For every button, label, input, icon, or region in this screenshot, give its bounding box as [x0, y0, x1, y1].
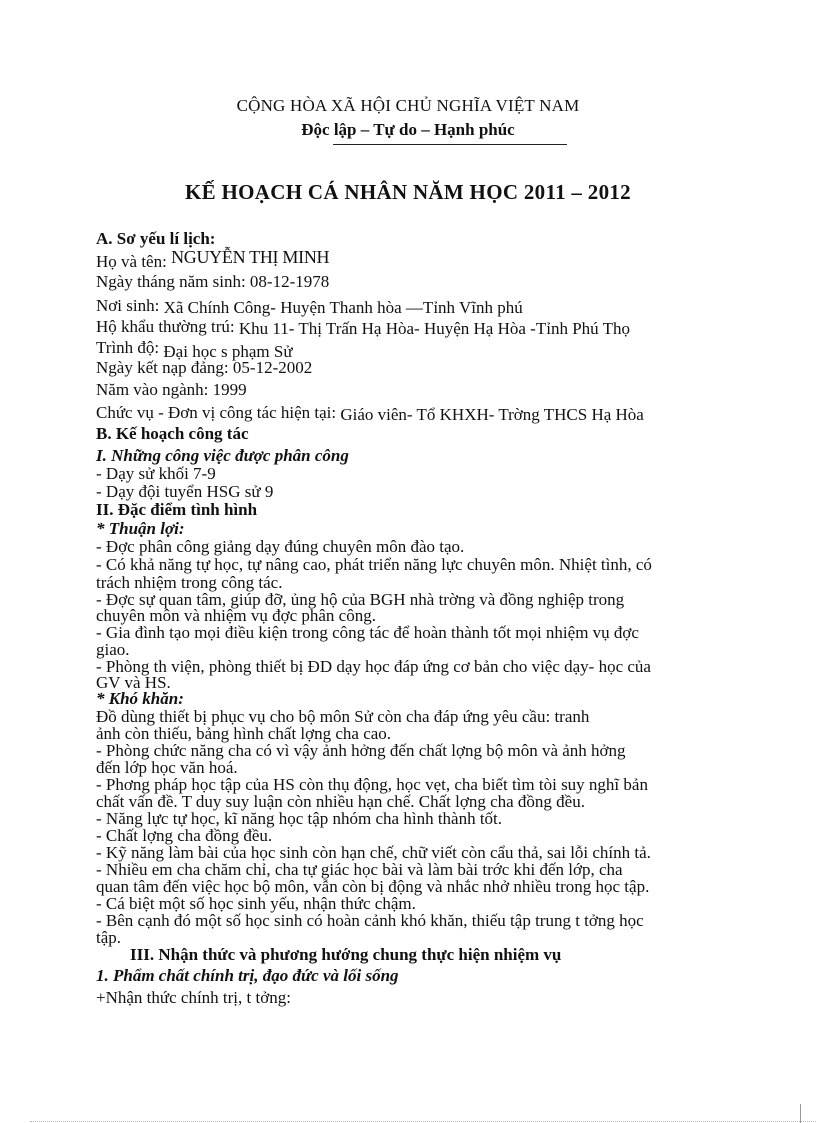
name-row [96, 247, 330, 272]
advantages-heading: * Thuận lợi: [96, 519, 185, 538]
advantage-line: - Gia đình tạo mọi điều kiện trong công tác để hoàn thành tốt mọi nhiệm vụ đợc [96, 623, 639, 642]
part3-heading: III. Nhận thức và phương hướng chung thực hiện nhiệm vụ [130, 945, 562, 964]
difficulty-line: ảnh còn thiếu, bảng hình chất lợng cha cao. [96, 724, 392, 743]
difficulty-line: - Phơng pháp học tập của HS còn thụ động, học vẹt, cha biết tìm tòi suy nghĩ bản [96, 775, 648, 794]
advantage-line: trách nhiệm trong công tác. [96, 573, 283, 592]
part3-line: +Nhận thức chính trị, t tởng: [96, 988, 291, 1007]
section-a-heading: A. Sơ yếu lí lịch: [96, 229, 216, 248]
birthplace-value: Xã Chính Công- Huyện Thanh hòa —Tỉnh Vĩnh phú [163, 298, 523, 317]
advantage-line: - Phòng th viện, phòng thiết bị ĐD dạy học đáp ứng cơ bản cho việc dạy- học của [96, 657, 651, 676]
difficulty-line: chất vấn đề. T duy suy luận còn nhiều hạn chế. Chất lợng cha đồng đều. [96, 792, 585, 811]
motto: Độc lập – Tự do – Hạnh phúc [301, 120, 515, 139]
difficulty-line: đến lớp học văn hoá. [96, 758, 238, 777]
part1-item: - Dạy sử khối 7-9 [96, 464, 216, 483]
position-row [96, 403, 644, 423]
advantage-line: - Có khả năng tự học, tự nâng cao, phát triển năng lực chuyên môn. Nhiệt tình, có [96, 555, 652, 574]
name-value: NGUYỄN THỊ MINH [171, 247, 330, 267]
residence-value: Khu 11- Thị Trấn Hạ Hòa- Huyện Hạ Hòa -Tỉnh Phú Thọ [238, 319, 630, 338]
difficulty-line: Đồ dùng thiết bị phục vụ cho bộ môn Sử còn cha đáp ứng yêu cầu: tranh [96, 707, 590, 726]
dob-line: Ngày tháng năm sinh: 08-12-1978 [96, 272, 330, 291]
advantage-line: chuyên môn và nhiệm vụ đợc phân công. [96, 606, 376, 625]
motto-underline [333, 144, 567, 145]
degree-value: Đại học s phạm Sử [163, 342, 293, 361]
birthplace-label: Nơi sinh: [96, 296, 160, 315]
country-header: CỘNG HÒA XÃ HỘI CHỦ NGHĨA VIỆT NAM [236, 96, 580, 115]
difficulties-heading: * Khó khăn: [96, 689, 184, 708]
difficulty-line: - Phòng chức năng cha có vì vậy ảnh hởng đến chất lợng bộ môn và ảnh hởng [96, 741, 626, 760]
name-label: Họ và tên: [96, 252, 167, 271]
advantage-line: GV và HS. [96, 673, 171, 692]
residence-label: Hộ khẩu thường trú: [96, 317, 235, 336]
position-label: Chức vụ - Đơn vị công tác hiện tại: [96, 403, 337, 422]
advantage-line: - Đợc phân công giảng dạy đúng chuyên môn đào tạo. [96, 537, 465, 556]
part3-subheading: 1. Phẩm chất chính trị, đạo đức và lối sống [96, 966, 399, 985]
party-date-line: Ngày kết nạp đảng: 05-12-2002 [96, 358, 313, 377]
advantage-line: - Đợc sự quan tâm, giúp đỡ, ủng hộ của BGH nhà trờng và đồng nghiệp trong [96, 590, 625, 609]
birthplace-row [96, 296, 523, 316]
difficulty-line: tập. [96, 928, 122, 947]
advantage-line: giao. [96, 640, 130, 659]
difficulty-line: quan tâm đến việc học bộ môn, vẫn còn bị động và nhắc nhở nhiều trong học tập. [96, 877, 650, 896]
document-title: KẾ HOẠCH CÁ NHÂN NĂM HỌC 2011 – 2012 [185, 180, 631, 204]
part1-heading: I. Những công việc được phân công [96, 446, 349, 465]
residence-row [96, 317, 630, 337]
difficulty-line: - Chất lợng cha đồng đều. [96, 826, 273, 845]
section-b-heading: B. Kế hoạch công tác [96, 424, 249, 443]
position-value: Giáo viên- Tổ KHXH- Trờng THCS Hạ Hòa [340, 405, 644, 424]
difficulty-line: - Nhiều em cha chăm chỉ, cha tự giác học bài và làm bài trớc khi đến lớp, cha [96, 860, 623, 879]
page-bottom-border [30, 1121, 816, 1122]
start-year-line: Năm vào ngành: 1999 [96, 380, 247, 399]
difficulty-line: - Cá biệt một số học sinh yếu, nhận thức chậm. [96, 894, 416, 913]
degree-row [96, 338, 293, 361]
page-corner-mark [800, 1104, 801, 1123]
part2-heading: II. Đặc điểm tình hình [96, 500, 258, 519]
degree-label: Trình độ: [96, 338, 160, 357]
part1-item: - Dạy đội tuyển HSG sử 9 [96, 482, 274, 501]
difficulty-line: - Bên cạnh đó một số học sinh có hoàn cảnh khó khăn, thiếu tập trung t tởng học [96, 911, 644, 930]
difficulty-line: - Kỹ năng làm bài của học sinh còn hạn chế, chữ viết còn cẩu thả, sai lỗi chính tả. [96, 843, 651, 862]
difficulty-line: - Năng lực tự học, kĩ năng học tập nhóm cha hình thành tốt. [96, 809, 503, 828]
